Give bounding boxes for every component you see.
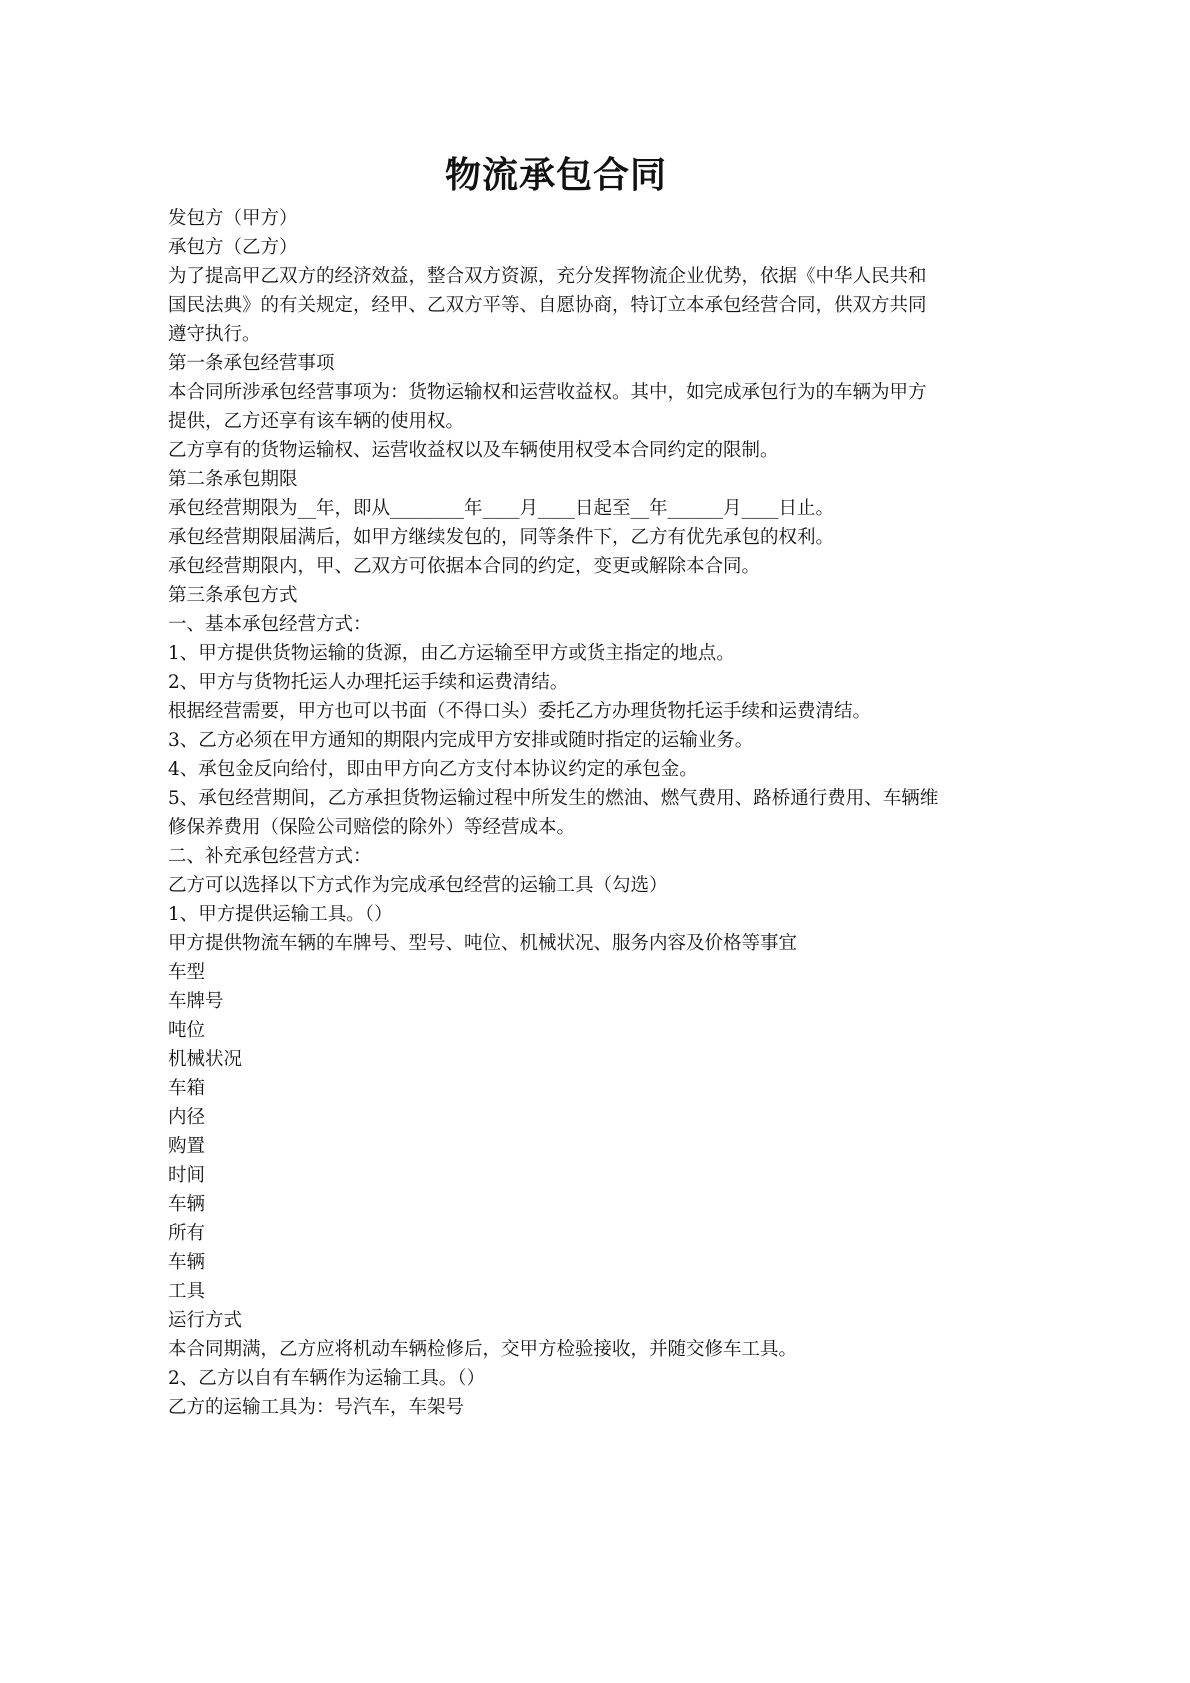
option-1-description: 甲方提供物流车辆的车牌号、型号、吨位、机械状况、服务内容及价格等事宜 <box>168 933 798 954</box>
preamble-paragraph: 为了提高甲乙双方的经济效益，整合双方资源，充分发挥物流企业优势，依据《中华人民共和国民法典》的有关规定，经甲、乙双方平等、自愿协商，特订立本承包经营合同，供双方共同遵守执行。 <box>168 266 927 345</box>
field-vehicle-type: 车型 <box>168 962 206 983</box>
document-body <box>168 204 944 1422</box>
basic-mode-item-2: 2、甲方与货物托运人办理托运手续和运费清结。 <box>168 672 569 693</box>
field-ownership: 所有 <box>168 1223 206 1244</box>
field-vehicle-2: 车辆 <box>168 1252 206 1273</box>
document-title: 物流承包合同 <box>444 155 667 196</box>
article-2-heading: 第二条承包期限 <box>168 469 298 490</box>
article-2-paragraph-3: 承包经营期限内，甲、乙双方可依据本合同的约定，变更或解除本合同。 <box>168 556 761 577</box>
supplementary-mode-intro: 乙方可以选择以下方式作为完成承包经营的运输工具（勾选） <box>168 875 668 896</box>
field-mechanical-condition: 机械状况 <box>168 1049 243 1070</box>
field-cargo-box: 车箱 <box>168 1078 206 1099</box>
party-a-label: 发包方（甲方） <box>168 208 298 229</box>
basic-mode-item-2-note: 根据经营需要，甲方也可以书面（不得口头）委托乙方办理货物托运手续和运费清结。 <box>168 701 872 722</box>
option-1-party-a-tools: 1、甲方提供运输工具。（） <box>168 904 393 925</box>
field-plate-number: 车牌号 <box>168 991 224 1012</box>
option-1-expiry-clause: 本合同期满，乙方应将机动车辆检修后，交甲方检验接收，并随交修车工具。 <box>168 1339 798 1360</box>
article-3-heading: 第三条承包方式 <box>168 585 298 606</box>
field-time: 时间 <box>168 1165 206 1186</box>
option-2-party-b-vehicle: 2、乙方以自有车辆作为运输工具。（） <box>168 1368 486 1389</box>
basic-mode-item-5: 5、承包经营期间，乙方承担货物运输过程中所发生的燃油、燃气费用、路桥通行费用、车辆维修保养费用（保险公司赔偿的除外）等经营成本。 <box>168 788 939 838</box>
article-1-paragraph-1: 本合同所涉承包经营事项为：货物运输权和运营收益权。其中，如完成承包行为的车辆为甲方提供，乙方还享有该车辆的使用权。 <box>168 382 927 432</box>
basic-mode-item-1: 1、甲方提供货物运输的货源，由乙方运输至甲方或货主指定的地点。 <box>168 643 735 664</box>
basic-mode-item-3: 3、乙方必须在甲方通知的期限内完成甲方安排或随时指定的运输业务。 <box>168 730 754 751</box>
field-tools: 工具 <box>168 1281 206 1302</box>
basic-mode-item-4: 4、承包金反向给付，即由甲方向乙方支付本协议约定的承包金。 <box>168 759 698 780</box>
field-operation-mode: 运行方式 <box>168 1310 243 1331</box>
option-2-vehicle-details: 乙方的运输工具为：号汽车，车架号 <box>168 1397 465 1418</box>
article-2-term-blanks: 承包经营期限为__年，即从________年____月____日起至__年______月____日止。 <box>168 498 835 519</box>
field-tonnage: 吨位 <box>168 1020 206 1041</box>
article-1-paragraph-2: 乙方享有的货物运输权、运营收益权以及车辆使用权受本合同约定的限制。 <box>168 440 779 461</box>
field-vehicle: 车辆 <box>168 1194 206 1215</box>
field-purchase: 购置 <box>168 1136 206 1157</box>
supplementary-mode-heading: 二、补充承包经营方式： <box>168 846 372 867</box>
article-1-heading: 第一条承包经营事项 <box>168 353 335 374</box>
field-inner-diameter: 内径 <box>168 1107 206 1128</box>
article-2-paragraph-2: 承包经营期限届满后，如甲方继续发包的，同等条件下，乙方有优先承包的权利。 <box>168 527 835 548</box>
basic-mode-heading: 一、基本承包经营方式： <box>168 614 372 635</box>
party-b-label: 承包方（乙方） <box>168 237 298 258</box>
